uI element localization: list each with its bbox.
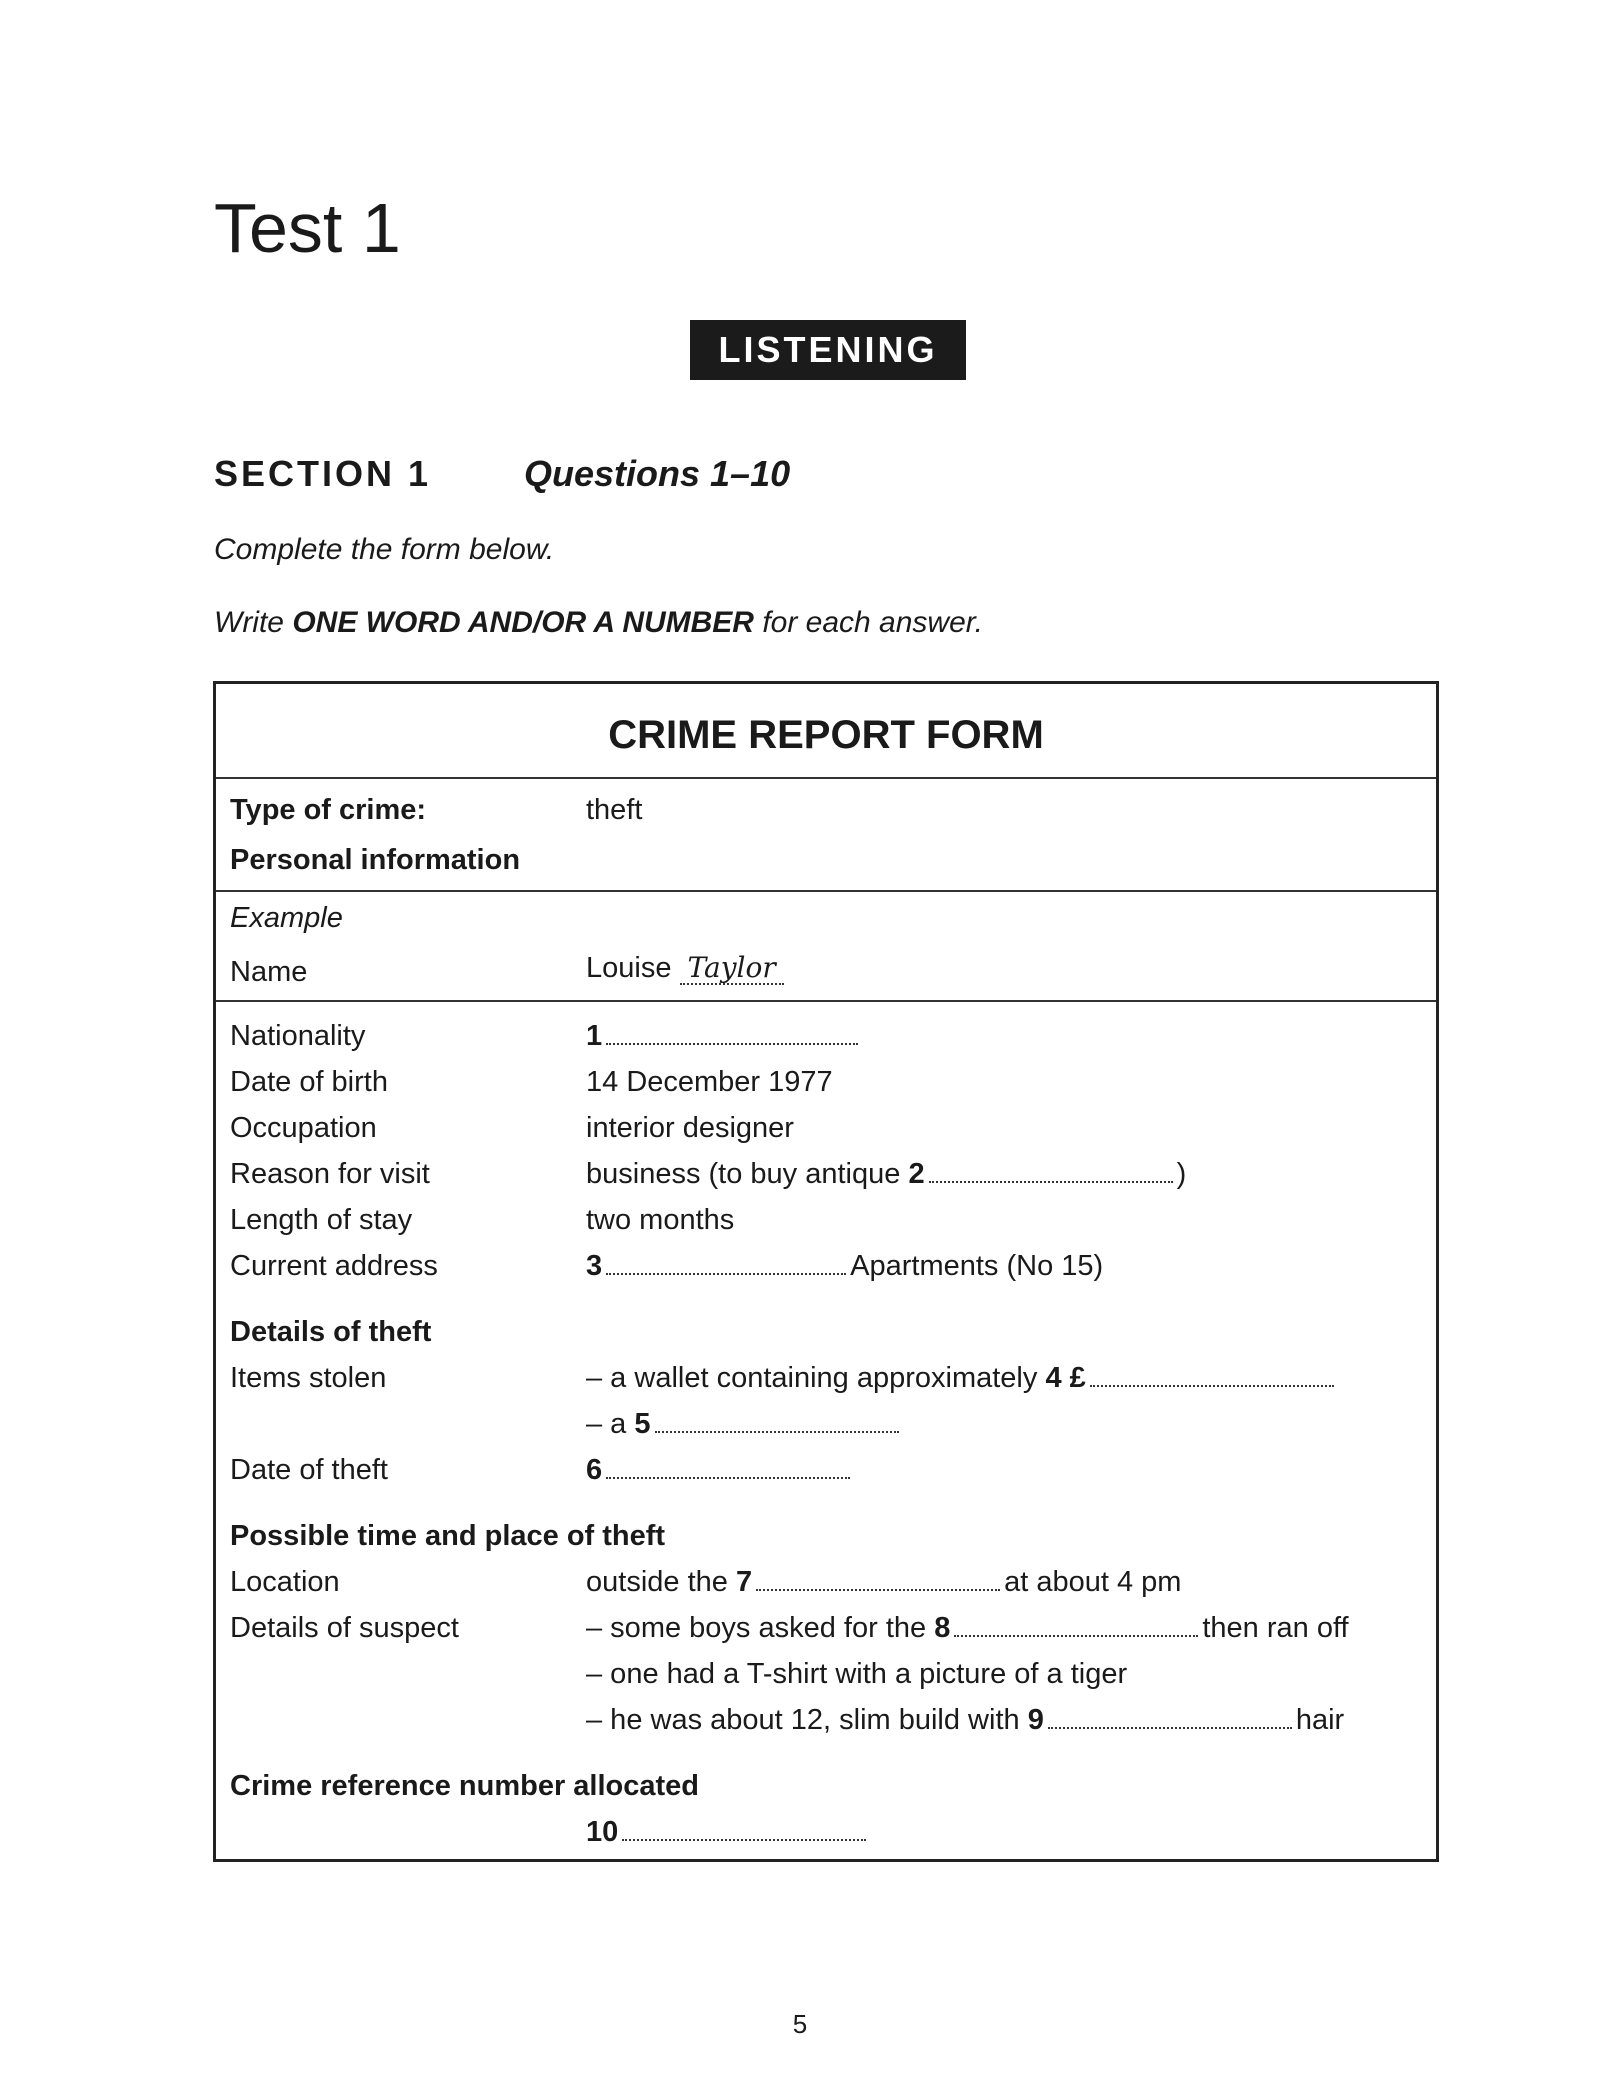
question-number: 3 [586, 1250, 603, 1282]
example-heading: Example [230, 902, 343, 934]
question-number: 6 [586, 1454, 603, 1486]
reason-answer [586, 1156, 1186, 1192]
suspect1-answer [586, 1610, 1349, 1646]
suspect3-answer [586, 1702, 1344, 1738]
address-answer [586, 1248, 1103, 1284]
location-label: Location [230, 1566, 340, 1598]
answer-blank[interactable] [954, 1611, 1198, 1637]
question-number: 9 [1027, 1704, 1044, 1736]
dob-label: Date of birth [230, 1066, 388, 1098]
length-value: two months [586, 1204, 735, 1236]
example-first-name: Louise [586, 952, 672, 984]
location-post: at about 4 pm [1004, 1566, 1182, 1598]
crime-report-form [213, 681, 1439, 1862]
example-name-label: Name [230, 956, 308, 988]
page-title: Test 1 [214, 189, 401, 267]
instruction-word-limit [214, 603, 983, 643]
reference-answer [586, 1814, 870, 1850]
length-label: Length of stay [230, 1204, 413, 1236]
address-label: Current address [230, 1250, 438, 1282]
divider [216, 777, 1436, 779]
answer-blank[interactable] [622, 1815, 866, 1841]
reason-pre: business (to buy antique [586, 1158, 901, 1190]
date-of-theft-label: Date of theft [230, 1454, 388, 1486]
question-number: 1 [586, 1020, 603, 1052]
questions-range: Questions 1–10 [524, 453, 791, 494]
example-answer-blank [680, 953, 784, 985]
dob-value: 14 December 1977 [586, 1066, 833, 1098]
answer-blank[interactable] [606, 1249, 846, 1275]
location-answer [586, 1564, 1181, 1600]
reference-heading: Crime reference number allocated [230, 1770, 700, 1802]
question-number: 10 [586, 1816, 619, 1848]
question-number: 4 [1045, 1362, 1062, 1394]
occupation-value: interior designer [586, 1112, 794, 1144]
theft-heading: Details of theft [230, 1316, 432, 1348]
listening-badge: LISTENING [690, 320, 966, 380]
date-of-theft-answer [586, 1452, 854, 1488]
suspect1-post: then ran off [1202, 1612, 1349, 1644]
question-number: 5 [634, 1408, 651, 1440]
answer-blank[interactable] [756, 1565, 1000, 1591]
address-post: Apartments (No 15) [850, 1250, 1104, 1282]
type-of-crime-value: theft [586, 794, 643, 826]
personal-info-heading: Personal information [230, 844, 521, 876]
occupation-label: Occupation [230, 1112, 377, 1144]
items-stolen-label: Items stolen [230, 1362, 387, 1394]
instruction-complete-form: Complete the form below. [214, 533, 555, 566]
answer-blank[interactable] [606, 1019, 858, 1045]
reason-label: Reason for visit [230, 1158, 430, 1190]
answer-blank[interactable] [1090, 1361, 1334, 1387]
example-name-value [586, 950, 784, 986]
divider [216, 1000, 1436, 1002]
item1-answer [586, 1360, 1338, 1396]
nationality-answer [586, 1018, 862, 1054]
item2-answer [586, 1406, 903, 1442]
answer-blank[interactable] [655, 1407, 899, 1433]
answer-blank[interactable] [606, 1453, 850, 1479]
reason-post: ) [1176, 1158, 1187, 1190]
answer-blank[interactable] [1048, 1703, 1292, 1729]
form-title: CRIME REPORT FORM [608, 713, 1044, 757]
answer-blank[interactable] [929, 1157, 1173, 1183]
question-number: 8 [934, 1612, 951, 1644]
suspect-label: Details of suspect [230, 1612, 459, 1644]
suspect3-pre: – he was about 12, slim build with [586, 1704, 1020, 1736]
instruction-emphasis: ONE WORD AND/OR A NUMBER [292, 606, 754, 639]
section-label: SECTION 1 [214, 453, 432, 494]
example-answer: Taylor [687, 951, 776, 984]
page-number: 5 [792, 2009, 808, 2039]
item2-pre: – a [586, 1408, 627, 1440]
place-heading: Possible time and place of theft [230, 1520, 666, 1552]
suspect2-text: – one had a T-shirt with a picture of a tiger [586, 1658, 1128, 1690]
suspect3-post: hair [1295, 1704, 1345, 1736]
question-number: 7 [735, 1566, 753, 1598]
location-pre: outside the [586, 1566, 728, 1598]
item1-pre: – a wallet containing approximately [586, 1362, 1038, 1394]
nationality-label: Nationality [230, 1020, 366, 1052]
instruction-pre: Write [214, 606, 293, 639]
currency-symbol: £ [1069, 1362, 1086, 1394]
type-of-crime-label: Type of crime: [230, 794, 427, 826]
question-number: 2 [908, 1158, 925, 1190]
suspect1-pre: – some boys asked for the [586, 1612, 927, 1644]
divider [216, 890, 1436, 892]
instruction-post: for each answer. [753, 606, 983, 639]
